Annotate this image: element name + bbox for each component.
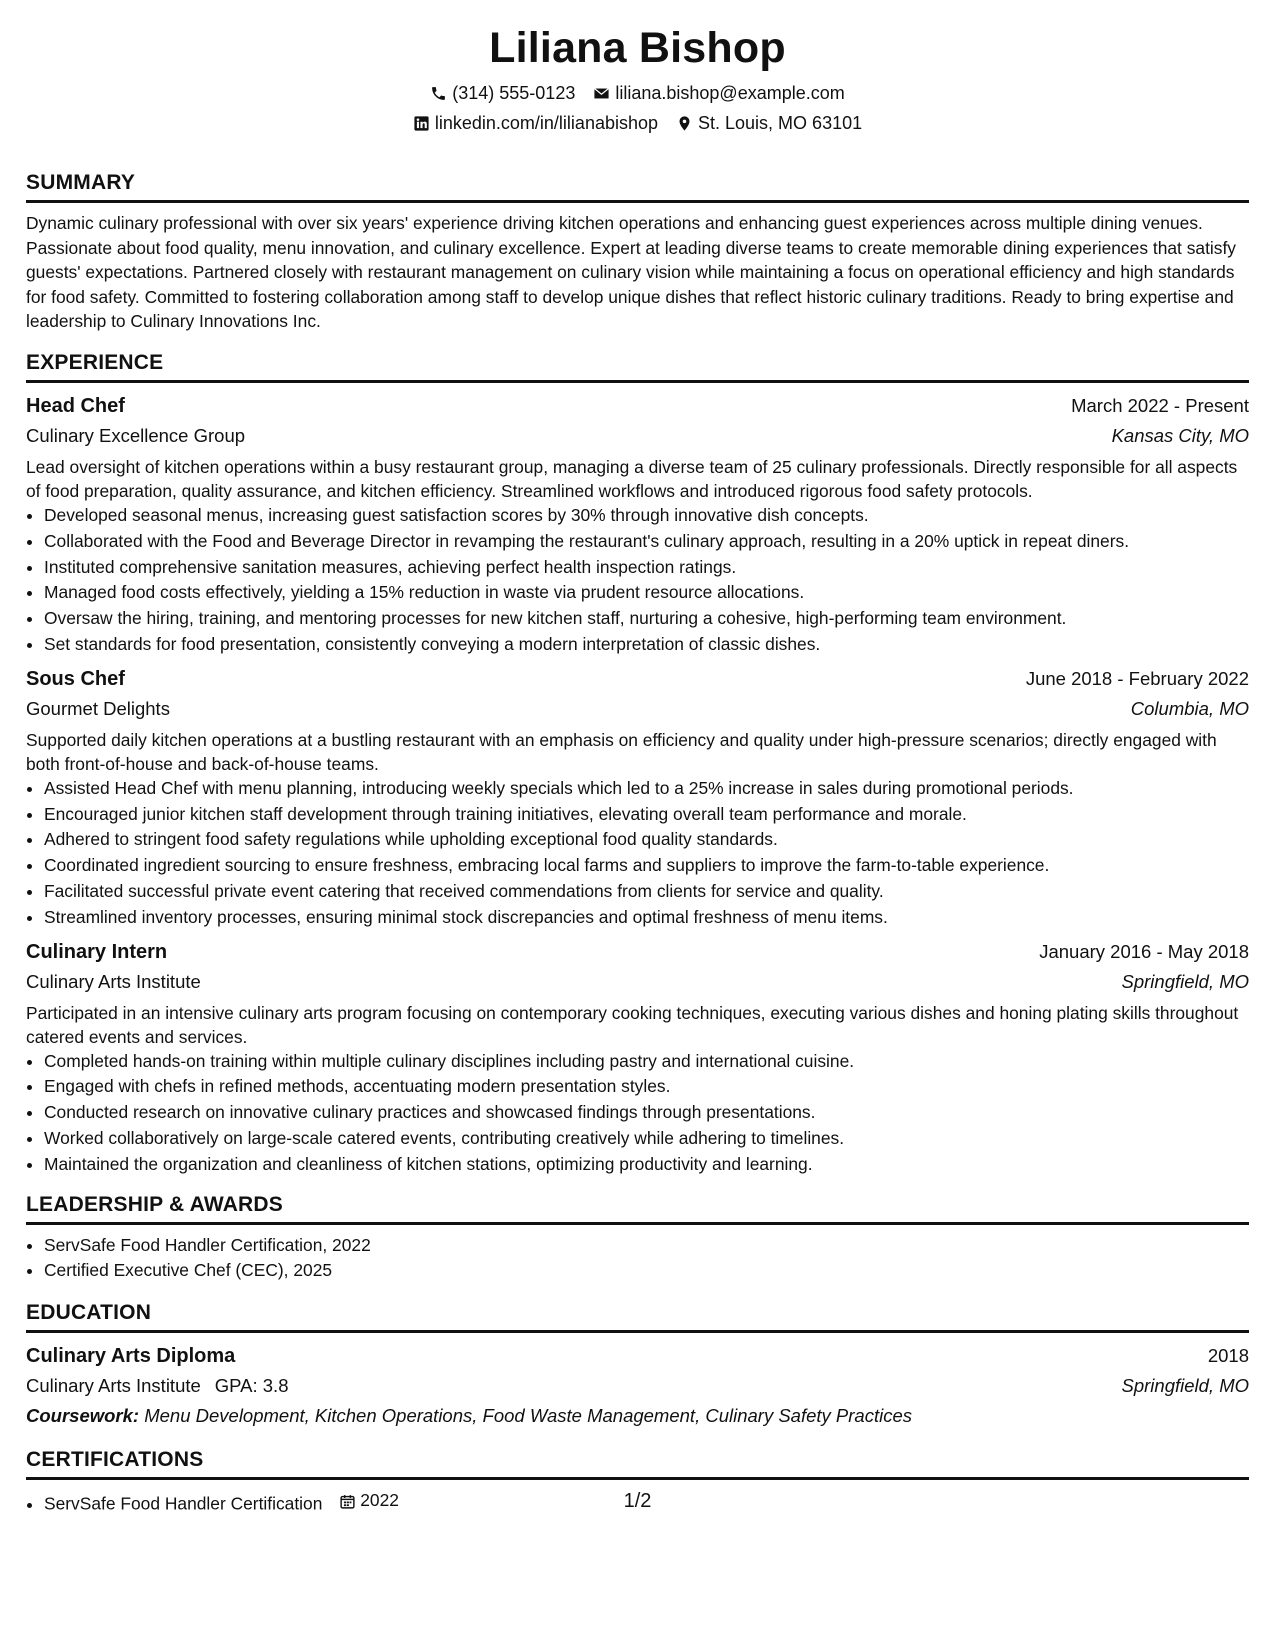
education-school: Culinary Arts Institute (26, 1375, 201, 1397)
list-item: • ServSafe Food Handler Certification, 2022 (44, 1233, 1249, 1259)
list-item: • Instituted comprehensive sanitation measures, achieving perfect health inspection ratings. (44, 555, 1249, 581)
list-item: • Certified Executive Chef (CEC), 2025 (44, 1258, 1249, 1284)
job-description: Supported daily kitchen operations at a bustling restaurant with an emphasis on efficiency and quality under high-pressure scenarios; directly engaged with both front-of-house and back-of-house teams. (26, 729, 1217, 774)
job-location: Columbia, MO (1130, 697, 1249, 719)
list-item: • Oversaw the hiring, training, and mentoring processes for new kitchen staff, nurturing a cohesive, high-performing team environment. (44, 606, 1249, 632)
list-item: • Adhered to stringent food safety regulations while upholding exceptional food quality standards. (44, 827, 1249, 853)
list-item: • Encouraged junior kitchen staff development through training initiatives, elevating overall team performance and morale. (44, 802, 1249, 828)
section-title-experience: EXPERIENCE (26, 350, 1249, 383)
linkedin-text[interactable]: linkedin.com/in/lilianabishop (434, 113, 659, 133)
email-text[interactable]: liliana.bishop@example.com (615, 83, 845, 103)
leadership-list (26, 1233, 1249, 1285)
candidate-name: Liliana Bishop (489, 24, 786, 72)
summary-section (26, 170, 1249, 334)
job-entry (26, 664, 1249, 931)
list-item: • Managed food costs effectively, yielding a 15% reduction in waste via prudent resource allocations. (44, 580, 1249, 606)
linkedin-icon (413, 115, 430, 132)
list-item: • Facilitated successful private event catering that received commendations from clients for service and quality. (44, 879, 1249, 905)
email-icon (593, 85, 610, 102)
job-location: Springfield, MO (1121, 970, 1249, 992)
job-company: Gourmet Delights (26, 697, 170, 719)
section-title-summary: SUMMARY (26, 170, 1249, 203)
phone-contact (430, 78, 575, 108)
education-school-line (26, 1371, 289, 1401)
list-item: • Engaged with chefs in refined methods, accentuating modern presentation styles. (44, 1074, 1249, 1100)
certification-year: 2022 (360, 1490, 399, 1511)
section-title-certifications: CERTIFICATIONS (26, 1447, 1249, 1480)
job-location: Kansas City, MO (1111, 424, 1249, 446)
contact-row-1 (26, 78, 1249, 108)
job-bullets (26, 776, 1249, 931)
education-section (26, 1300, 1249, 1431)
job-dates: June 2018 - February 2022 (1025, 667, 1249, 689)
section-title-education: EDUCATION (26, 1300, 1249, 1333)
job-description: Participated in an intensive culinary arts program focusing on contemporary cooking techniques, executing various dishes and honing plating skills throughout catered events and services. (26, 1002, 1239, 1047)
list-item: • Maintained the organization and cleanliness of kitchen stations, optimizing productivity and learning. (44, 1152, 1249, 1178)
resume-page (26, 18, 1249, 1517)
job-title: Head Chef (26, 394, 125, 417)
leadership-section (26, 1192, 1249, 1285)
education-year: 2018 (1207, 1345, 1249, 1367)
list-item: • Conducted research on innovative culinary practices and showcased findings through presentations. (44, 1100, 1249, 1126)
job-bullets (26, 503, 1249, 658)
degree-title: Culinary Arts Diploma (26, 1345, 236, 1368)
job-dates: January 2016 - May 2018 (1039, 940, 1249, 962)
coursework-line (26, 1401, 1249, 1431)
experience-section (26, 350, 1249, 1178)
page-number: 1/2 (623, 1490, 652, 1512)
list-item: • Collaborated with the Food and Beverage Director in revamping the restaurant's culinary approach, resulting in a 20% uptick in repeat diners. (44, 529, 1249, 555)
resume-header (26, 22, 1249, 138)
coursework-label: Coursework: (26, 1405, 140, 1427)
contact-row-2 (26, 108, 1249, 138)
location-contact (676, 108, 862, 138)
phone-text: (314) 555-0123 (452, 83, 576, 103)
job-entry (26, 391, 1249, 658)
job-entry (26, 937, 1249, 1178)
certification-name: ServSafe Food Handler Certification (44, 1493, 323, 1514)
map-pin-icon (676, 115, 693, 132)
job-dates: March 2022 - Present (1071, 394, 1249, 416)
summary-text: Dynamic culinary professional with over six years' experience driving kitchen operations and enhancing guest experiences across multiple dining venues. Passionate about food quality, menu innovation, and culinary excellence. Expert at leading diverse teams to create memorable dining experiences that satisfy guests' expectations. Partnered closely with restaurant management on culinary vision while maintaining a focus on operational efficiency and high standards for food safety. Committed to fostering collaboration among staff to develop unique dishes that reflect historic culinary traditions. Ready to bring expertise and leadership to Culinary Innovations Inc. (26, 213, 1236, 332)
job-company: Culinary Excellence Group (26, 424, 246, 446)
list-item: • Assisted Head Chef with menu planning, introducing weekly specials which led to a 25% increase in sales during promotional periods. (44, 776, 1249, 802)
list-item: • Streamlined inventory processes, ensuring minimal stock discrepancies and optimal freshness of menu items. (44, 905, 1249, 931)
phone-icon (430, 85, 447, 102)
job-company: Culinary Arts Institute (26, 970, 201, 992)
job-bullets (26, 1049, 1249, 1178)
email-contact[interactable] (593, 78, 844, 108)
list-item: • Coordinated ingredient sourcing to ensure freshness, embracing local farms and suppliers to improve the farm-to-table experience. (44, 853, 1249, 879)
list-item: • Completed hands-on training within multiple culinary disciplines including pastry and international cuisine. (44, 1049, 1249, 1075)
linkedin-contact[interactable] (413, 108, 658, 138)
job-description: Lead oversight of kitchen operations within a busy restaurant group, managing a diverse team of 25 culinary professionals. Directly responsible for all aspects of food preparation, quality assurance, and kitchen efficiency. Streamlined workflows and introduced rigorous food safety protocols. (26, 456, 1238, 501)
location-text: St. Louis, MO 63101 (698, 113, 863, 133)
list-item: • Worked collaboratively on large-scale catered events, contributing creatively while adhering to timelines. (44, 1126, 1249, 1152)
job-title: Culinary Intern (26, 940, 168, 963)
list-item: • Developed seasonal menus, increasing guest satisfaction scores by 30% through innovative dish concepts. (44, 503, 1249, 529)
coursework-text: Menu Development, Kitchen Operations, Food Waste Management, Culinary Safety Practices (144, 1405, 913, 1427)
section-title-leadership: LEADERSHIP & AWARDS (26, 1192, 1249, 1225)
education-gpa: GPA: 3.8 (214, 1375, 289, 1397)
list-item: • Set standards for food presentation, consistently conveying a modern interpretation of classic dishes. (44, 632, 1249, 658)
job-title: Sous Chef (26, 667, 125, 690)
education-location: Springfield, MO (1121, 1375, 1249, 1397)
